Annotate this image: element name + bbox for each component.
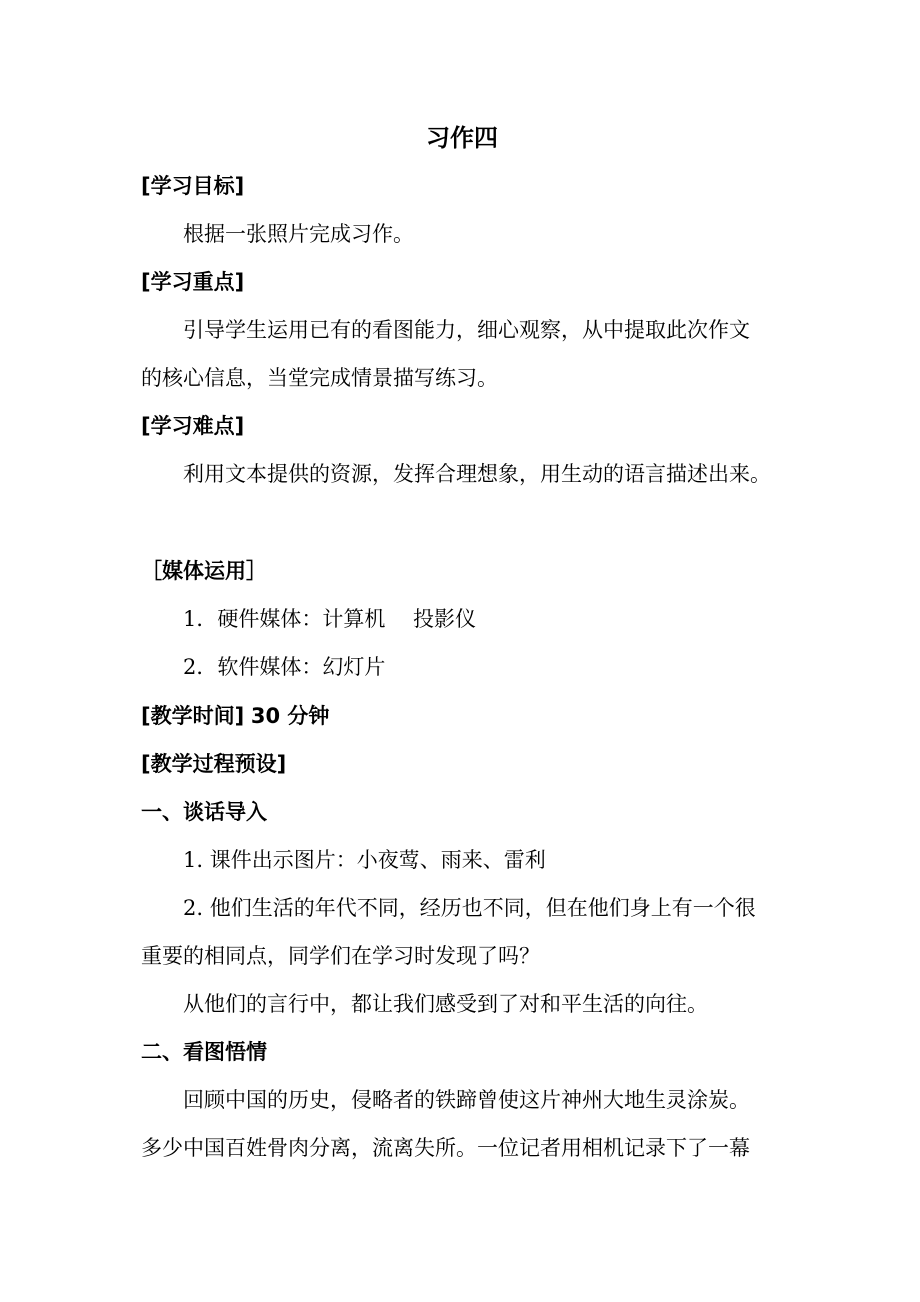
part2-text-line-2: 多少中国百姓骨肉分离，流离失所。一位记者用相机记录下了一幕 xyxy=(141,1136,750,1160)
time-heading: [教学时间] xyxy=(141,704,245,728)
goal-heading: [学习目标] xyxy=(141,174,245,198)
time-row xyxy=(141,702,329,730)
part1-item-2-line-2: 重要的相同点，同学们在学习时发现了吗？ xyxy=(141,944,540,968)
focus-text-line-1: 引导学生运用已有的看图能力，细心观察，从中提取此次作文 xyxy=(183,318,750,342)
part2-heading: 二、看图悟情 xyxy=(141,1040,267,1064)
part1-heading: 一、谈话导入 xyxy=(141,800,267,824)
media-item-2: 2．软件媒体：幻灯片 xyxy=(183,655,386,679)
part1-item-1: 1. 课件出示图片：小夜莺、雨来、雷利 xyxy=(183,848,546,872)
part2-text-line-1: 回顾中国的历史，侵略者的铁蹄曾使这片神州大地生灵涂炭。 xyxy=(183,1088,750,1112)
focus-heading: [学习重点] xyxy=(141,270,245,294)
media-heading: ［媒体运用］ xyxy=(141,559,267,583)
time-value: 30 分钟 xyxy=(250,704,330,728)
part1-text: 从他们的言行中，都让我们感受到了对和平生活的向往。 xyxy=(183,992,708,1016)
focus-text-line-2: 的核心信息，当堂完成情景描写练习。 xyxy=(141,366,498,390)
difficulty-text: 利用文本提供的资源，发挥合理想象，用生动的语言描述出来。 xyxy=(183,462,771,486)
difficulty-heading: [学习难点] xyxy=(141,414,245,438)
part1-item-2-line-1: 2. 他们生活的年代不同，经历也不同，但在他们身上有一个很 xyxy=(183,896,756,920)
document-title: 习作四 xyxy=(426,124,498,152)
process-heading: [教学过程预设] xyxy=(141,752,287,776)
goal-text: 根据一张照片完成习作。 xyxy=(183,222,414,246)
media-item-1: 1．硬件媒体：计算机 投影仪 xyxy=(183,607,477,631)
